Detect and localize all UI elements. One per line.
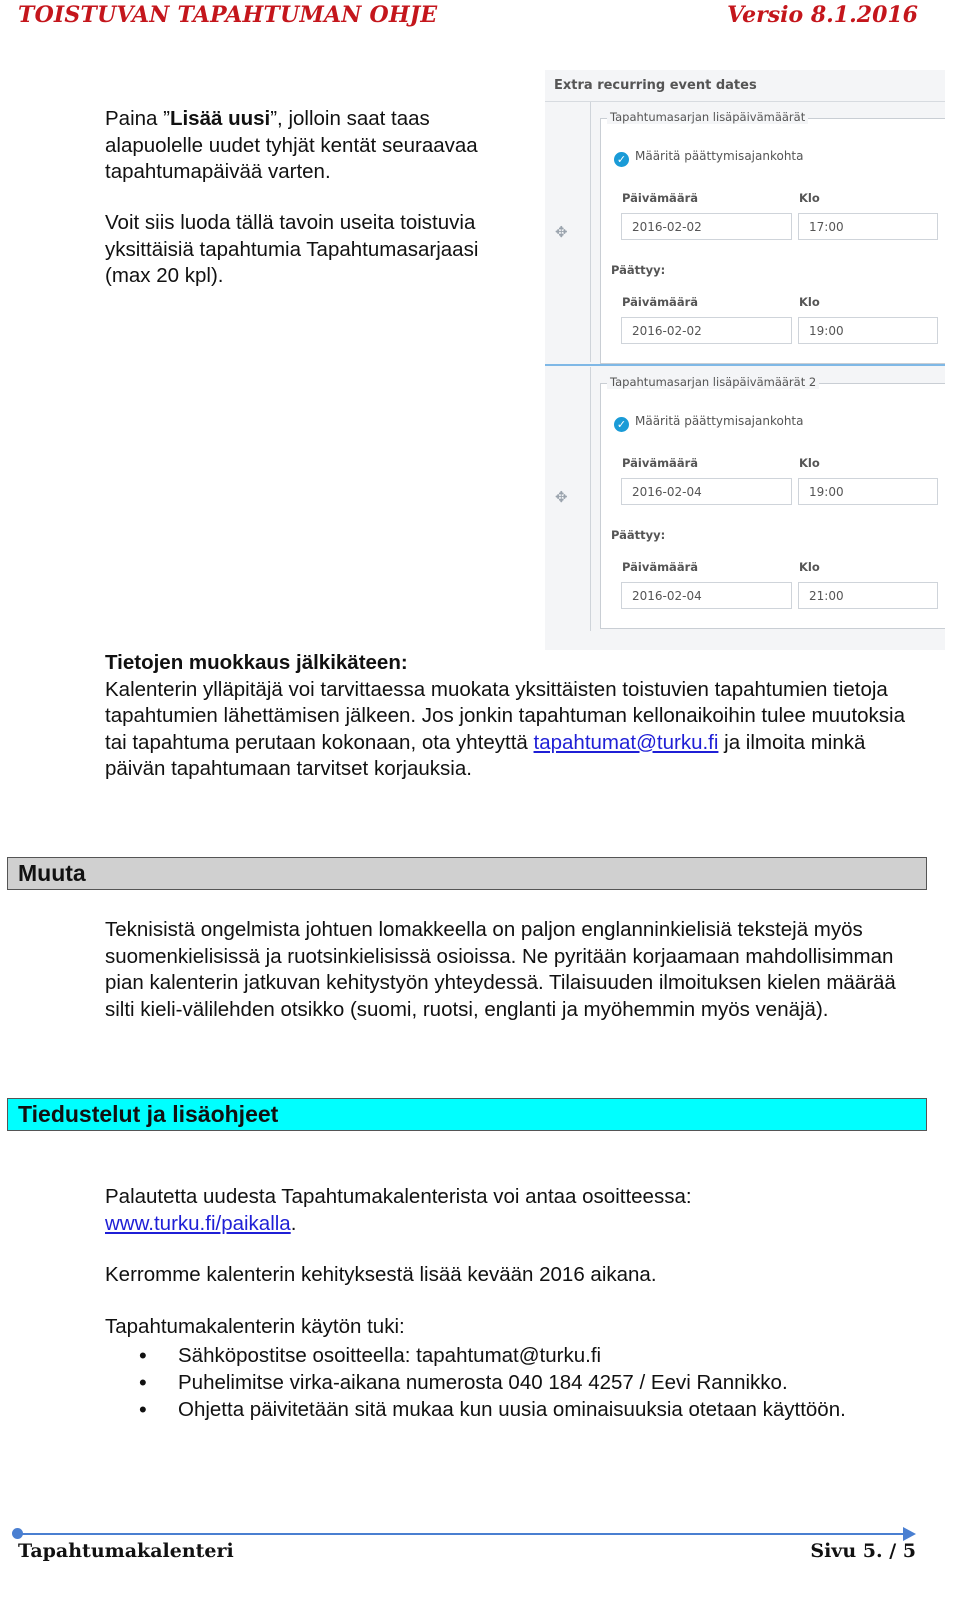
time-label: Klo [799, 191, 820, 205]
end-date-label: Päivämäärä [622, 295, 699, 309]
list-item: • Ohjetta päivitetään sitä mukaa kun uusia ominaisuuksia otetaan käyttöön. [105, 1396, 846, 1423]
screenshot-title: Extra recurring event dates [554, 78, 757, 93]
date-fieldset-2 [600, 375, 945, 629]
feedback-link[interactable]: www.turku.fi/paikalla [105, 1211, 291, 1235]
time-label: Klo [799, 456, 820, 470]
fieldset-legend: Tapahtumasarjan lisäpäivämäärät [607, 110, 808, 124]
document-version: Versio 8.1.2016 [727, 2, 918, 28]
page-number: Sivu 5. / 5 [810, 1540, 916, 1562]
start-date-input[interactable]: 2016-02-02 [621, 213, 792, 240]
support-title: Tapahtumakalenterin käytön tuki: [105, 1315, 405, 1338]
date-fieldset-1 [600, 110, 945, 364]
list-item: • Puhelimitse virka-aikana numerosta 040 184 4257 / Eevi Rannikko. [105, 1369, 846, 1396]
move-handle-icon[interactable]: ✥ [555, 223, 568, 241]
start-time-input[interactable]: 19:00 [798, 478, 938, 505]
more-info-paragraph: Kerromme kalenterin kehityksestä lisää kevään 2016 aikana. [105, 1263, 657, 1286]
email-link[interactable]: tapahtumat@turku.fi [533, 730, 719, 754]
end-time-checkbox[interactable]: ✓ Määritä päättymisajankohta [614, 149, 804, 167]
end-time-label: Klo [799, 295, 820, 309]
footer-arrow-icon [903, 1527, 916, 1541]
fieldset-legend: Tapahtumasarjan lisäpäivämäärät 2 [607, 375, 819, 389]
check-icon: ✓ [614, 152, 629, 167]
support-list [105, 1342, 846, 1423]
date-block-1 [545, 102, 945, 362]
end-date-input[interactable]: 2016-02-04 [621, 582, 792, 609]
ends-label: Päättyy: [611, 528, 666, 542]
muuta-paragraph: Teknisistä ongelmista johtuen lomakkeella on paljon englanninkielisiä tekstejä myös suomenkielisissä ja ruotsinkielisissä osioissa. Ne pyritään korjaamaan mahdollisimman pian kalenterin jatkuvan kehitystyön yhteydessä. Tilaisuuden ilmoituksen kielen määrää silti kieli-välilehden otsikko (suomi, ruotsi, englanti ja myöhemmin myös venäjä). [105, 918, 896, 1021]
end-time-label: Klo [799, 560, 820, 574]
footer-dot [12, 1528, 23, 1539]
section-heading-tiedustelut: Tiedustelut ja lisäohjeet [7, 1098, 927, 1131]
start-time-input[interactable]: 17:00 [798, 213, 938, 240]
end-time-checkbox[interactable]: ✓ Määritä päättymisajankohta [614, 414, 804, 432]
intro-paragraph-1: Paina ”Lisää uusi”, jolloin saat taas alapuolelle uudet tyhjät kentät seuraavaa tapahtumapäivää varten. [105, 107, 478, 183]
date-label: Päivämäärä [622, 191, 699, 205]
section-heading-muuta: Muuta [7, 857, 927, 890]
ends-label: Päättyy: [611, 263, 666, 277]
move-handle-icon[interactable]: ✥ [555, 488, 568, 506]
end-date-input[interactable]: 2016-02-02 [621, 317, 792, 344]
end-time-input[interactable]: 19:00 [798, 317, 938, 344]
date-block-2 [545, 367, 945, 631]
footer-line [18, 1533, 914, 1535]
end-date-label: Päivämäärä [622, 560, 699, 574]
date-label: Päivämäärä [622, 456, 699, 470]
document-title: TOISTUVAN TAPAHTUMAN OHJE [18, 2, 438, 28]
start-date-input[interactable]: 2016-02-04 [621, 478, 792, 505]
feedback-paragraph: Palautetta uudesta Tapahtumakalenterista voi antaa osoitteessa: www.turku.fi/paikalla. [105, 1185, 692, 1235]
footer-left: Tapahtumakalenteri [18, 1540, 234, 1562]
recurring-dates-screenshot [545, 70, 945, 650]
lisaa-uusi-bold: Lisää uusi [169, 107, 271, 130]
intro-paragraph-2: Voit siis luoda tällä tavoin useita toistuvia yksittäisiä tapahtumia Tapahtumasarjaasi (max 20 kpl). [105, 211, 479, 287]
list-item: • Sähköpostitse osoitteella: tapahtumat@turku.fi [105, 1342, 846, 1369]
edit-heading: Tietojen muokkaus jälkikäteen: [105, 651, 408, 674]
edit-section: Tietojen muokkaus jälkikäteen: Kalenterin ylläpitäjä voi tarvittaessa muokata yksittäisten toistuvien tapahtumien tietoja tapahtumien lähettämisen jälkeen. Jos jonkin tapahtuman kellonaikoihin tulee muutoksia tai tapahtuma perutaan kokonaan, ota yhteyttä tapahtumat@turku.fi ja ilmoita minkä päivän tapahtumaan tarvitset korjauksia. [105, 651, 905, 780]
check-icon: ✓ [614, 417, 629, 432]
end-time-input[interactable]: 21:00 [798, 582, 938, 609]
